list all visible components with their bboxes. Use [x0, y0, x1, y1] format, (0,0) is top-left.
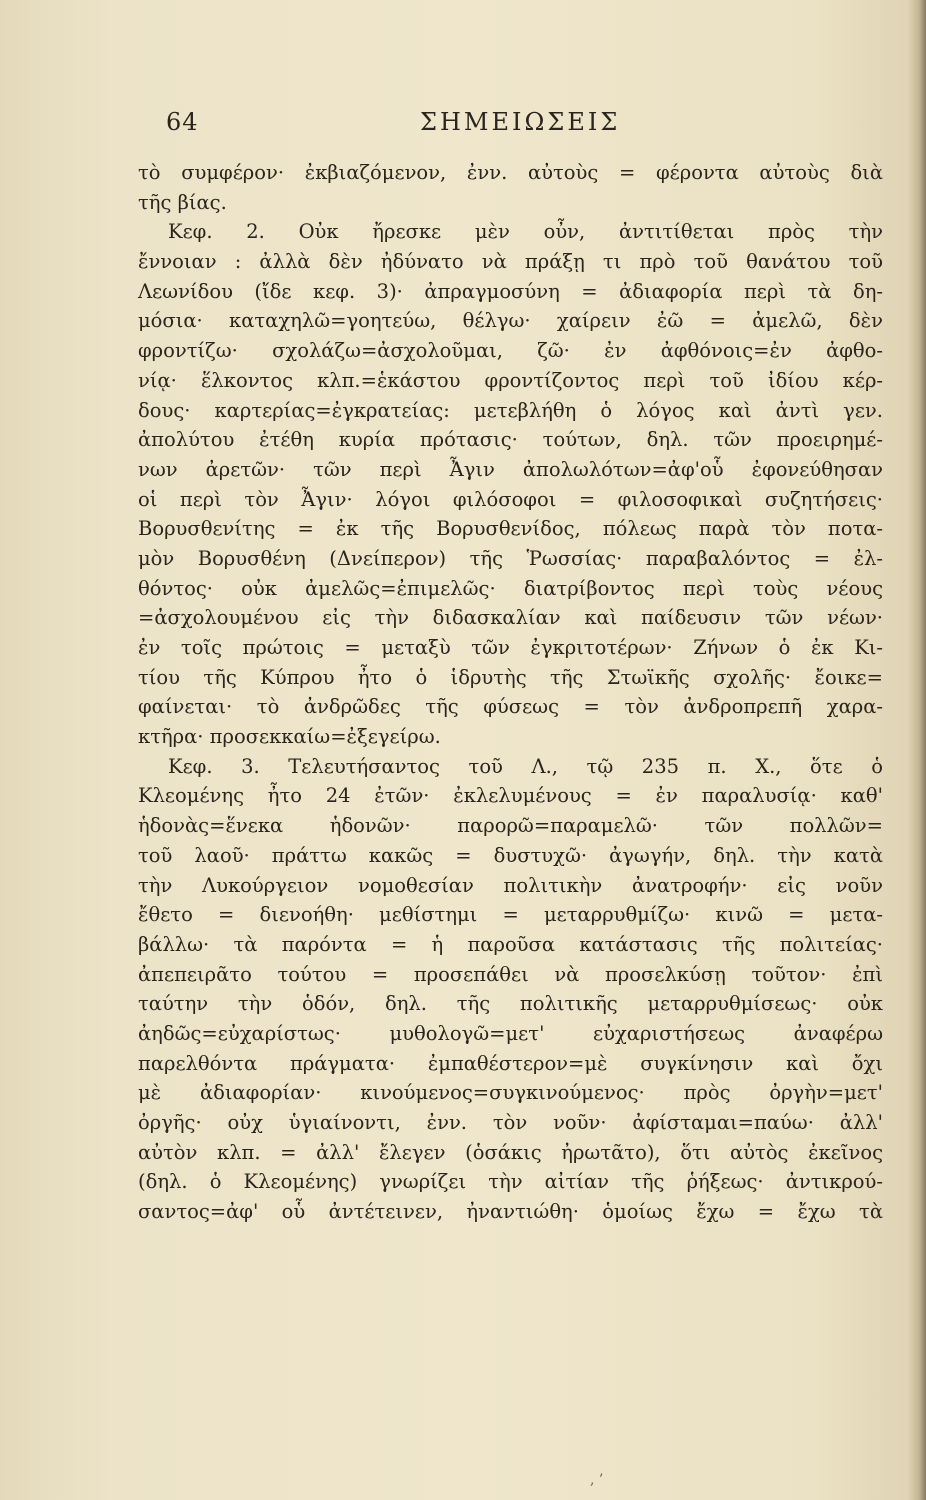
text-line: θόντος· οὐκ ἀμελῶς=ἐπιμελῶς· διατρίβοντος περὶ τοὺς νέους [138, 576, 883, 600]
text-line: ἀπεπειρᾶτο τούτου = προσεπάθει νὰ προσελκύσῃ τοῦτον· ἐπὶ [138, 962, 883, 986]
chapter-2-heading-line: Κεφ. 2. Οὐκ ἤρεσκε μὲν οὖν, ἀντιτίθεται πρὸς τὴν [168, 220, 883, 244]
text-line: ὀργῆς· οὐχ ὑγιαίνοντι, ἐνν. τὸν νοῦν· ἀφίσταμαι=παύω· ἀλλ' [138, 1111, 883, 1134]
text-line: τῆς βίας. [138, 190, 227, 214]
text-line: φροντίζω· σχολάζω=ἀσχολοῦμαι, ζῶ· ἐν ἀφθόνοις=ἐν ἀφθο- [138, 339, 883, 363]
text-line: τὴν Λυκούργειον νομοθεσίαν πολιτικὴν ἀνατροφήν· εἰς νοῦν [138, 873, 883, 897]
text-line: τίου τῆς Κύπρου ἦτο ὁ ἱδρυτὴς τῆς Στωϊκῆς σχολῆς· ἔοικε= [138, 665, 883, 689]
text-line: Βορυσθενίτης = ἐκ τῆς Βορυσθενίδος, πόλεως παρὰ τὸν ποτα- [138, 517, 883, 541]
text-line: ἀηδῶς=εὐχαρίστως· μυθολογῶ=μετ' εὐχαριστήσεως ἀναφέρω [138, 1021, 883, 1045]
text-line: οἱ περὶ τὸν Ἆγιν· λόγοι φιλόσοφοι = φιλοσοφικαὶ συζητήσεις· [138, 487, 883, 511]
text-line: ἀπολύτου ἐτέθη κυρία πρότασις· τούτων, δηλ. τῶν προειρημέ- [138, 428, 883, 452]
text-line: ἐν τοῖς πρώτοις = μεταξὺ τῶν ἐγκριτοτέρων· Ζήνων ὁ ἐκ Κι- [138, 636, 883, 659]
text-line: δους· καρτερίας=ἐγκρατείας: μετεβλήθη ὁ λόγος καὶ ἀντὶ γεν. [138, 398, 883, 422]
text-line: ταύτην τὴν ὁδόν, δηλ. τῆς πολιτικῆς μεταρρυθμίσεως· οὐκ [138, 992, 883, 1016]
page-edge-shadow [908, 0, 926, 1500]
text-line: (δηλ. ὁ Κλεομένης) γνωρίζει τὴν αἰτίαν τῆς ῥήξεως· ἀντικρού- [138, 1170, 883, 1194]
notes-text [138, 158, 883, 1227]
page-number: 64 [166, 108, 199, 136]
text-line: σαντος=ἀφ' οὗ ἀντέτεινεν, ἠναντιώθη· ὁμοίως ἔχω = ἔχω τὰ [138, 1200, 883, 1224]
text-line: βάλλω· τὰ παρόντα = ἡ παροῦσα κατάστασις τῆς πολιτείας· [138, 932, 883, 956]
chapter-3-heading-line: Κεφ. 3. Τελευτήσαντος τοῦ Λ., τῷ 235 π. Χ., ὅτε ὁ [168, 754, 883, 778]
text-line: αὐτὸν κλπ. = ἀλλ' ἔλεγεν (ὁσάκις ἠρωτᾶτο), ὅτι αὐτὸς ἐκεῖνος [138, 1140, 883, 1164]
text-line: ἔθετο = διενοήθη· μεθίστημι = μεταρρυθμίζω· κινῶ = μετα- [138, 903, 883, 927]
text-line: τοῦ λαοῦ· πράττω κακῶς = δυστυχῶ· ἀγωγήν, δηλ. τὴν κατὰ [138, 843, 883, 867]
text-line: νίᾳ· ἕλκοντος κλπ.=ἑκάστου φροντίζοντος περὶ τοῦ ἰδίου κέρ- [138, 368, 883, 392]
text-line: μὲ ἀδιαφορίαν· κινούμενος=συγκινούμενος· πρὸς ὀργὴν=μετ' [138, 1081, 883, 1105]
text-line: =ἀσχολουμένου εἰς τὴν διδασκαλίαν καὶ παίδευσιν τῶν νέων· [138, 606, 883, 630]
text-line: ἡδονὰς=ἕνεκα ἡδονῶν· παρορῶ=παραμελῶ· τῶν πολλῶν= [138, 814, 883, 838]
text-line: νων ἀρετῶν· τῶν περὶ Ἆγιν ἀπολωλότων=ἀφ'οὗ ἐφονεύθησαν [138, 457, 883, 481]
print-mark: , ’ [590, 1472, 604, 1488]
running-head [160, 108, 860, 148]
section-title: ΣΗΜΕΙΩΣΕΙΣ [420, 108, 621, 136]
text-line: μὸν Βορυσθένη (Δνείπερον) τῆς Ῥωσσίας· παραβαλόντος = ἐλ- [138, 546, 883, 570]
text-line: κτῆρα· προσεκκαίω=ἐξεγείρω. [138, 725, 441, 749]
text-line: παρελθόντα πράγματα· ἐμπαθέστερον=μὲ συγκίνησιν καὶ ὄχι [138, 1051, 883, 1075]
text-line: Κλεομένης ἦτο 24 ἐτῶν· ἐκλελυμένους = ἐν παραλυσίᾳ· καθ' [138, 784, 883, 808]
text-line: ἔννοιαν : ἀλλὰ δὲν ἠδύνατο νὰ πράξῃ τι πρὸ τοῦ θανάτου τοῦ [138, 250, 883, 274]
text-line: τὸ συμφέρον· ἐκβιαζόμενον, ἐνν. αὐτοὺς = φέροντα αὐτοὺς διὰ [138, 161, 883, 184]
text-line: μόσια· καταχηλῶ=γοητεύω, θέλγω· χαίρειν ἐῶ = ἀμελῶ, δὲν [138, 309, 883, 333]
text-line: φαίνεται· τὸ ἀνδρῶδες τῆς φύσεως = τὸν ἀνδροπρεπῆ χαρα- [138, 695, 883, 719]
text-line: Λεωνίδου (ἴδε κεφ. 3)· ἀπραγμοσύνη = ἀδιαφορία περὶ τὰ δη- [138, 279, 883, 303]
